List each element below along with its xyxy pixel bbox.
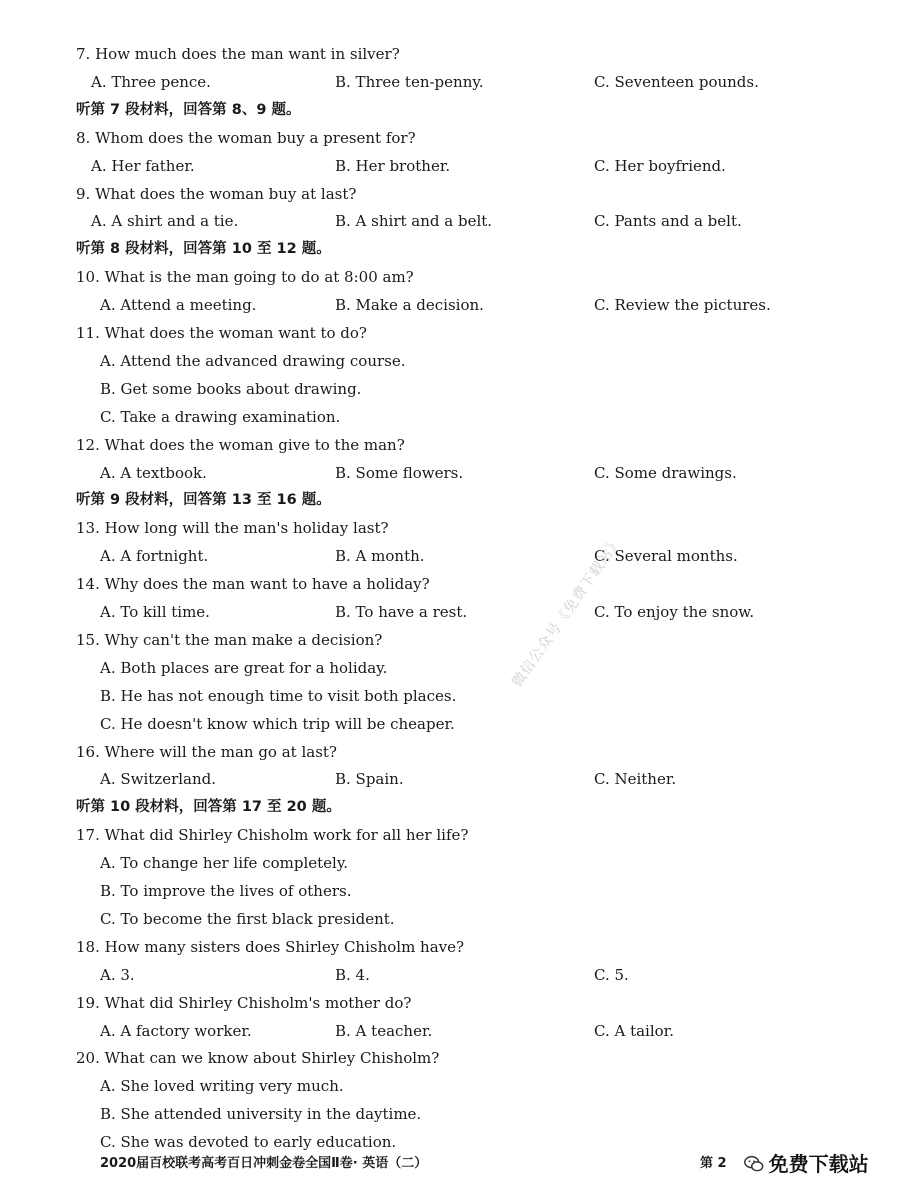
answer-option: B. Get some books about drawing. [100, 379, 362, 398]
wechat-icon [743, 1153, 765, 1175]
section-header: 听第 8 段材料，回答第 10 至 12 题。 [76, 241, 331, 258]
answer-option: B. To improve the lives of others. [100, 882, 352, 900]
answer-option: A. Switzerland. [100, 770, 217, 789]
question-stem: 7. How much does the man want in silver? [76, 45, 400, 63]
watermark: 微信公众号《免费下载站》 [509, 533, 626, 691]
answer-option: B. 4. [335, 965, 370, 984]
question-stem: 11. What does the woman want to do? [76, 324, 367, 342]
answer-option: A. Attend a meeting. [100, 296, 257, 315]
answer-option: C. A tailor. [594, 1021, 674, 1040]
answer-option: A. Three pence. [91, 72, 211, 91]
answer-option: A. To kill time. [100, 603, 210, 621]
footer-page: 第 2 [700, 1156, 727, 1171]
answer-option: B. A month. [335, 547, 425, 566]
answer-option: C. She was devoted to early education. [100, 1133, 397, 1152]
question-stem: 14. Why does the man want to have a holiday? [76, 575, 430, 594]
question-stem: 16. Where will the man go at last? [76, 742, 337, 761]
answer-option: A. Her father. [91, 156, 195, 175]
answer-option: A. Both places are great for a holiday. [100, 658, 388, 677]
question-stem: 9. What does the woman buy at last? [76, 184, 357, 203]
question-stem: 20. What can we know about Shirley Chisholm? [76, 1049, 440, 1068]
answer-option: A. A textbook. [100, 463, 207, 482]
answer-option: C. Seventeen pounds. [594, 72, 759, 91]
answer-option: A. To change her life completely. [100, 854, 349, 873]
answer-option: B. Some flowers. [335, 463, 464, 482]
footer-title: 2020届百校联考高考百日冲刺金卷全国Ⅱ卷· 英语（二） [100, 1156, 428, 1171]
answer-option: C. Neither. [594, 770, 677, 789]
answer-option: C. He doesn't know which trip will be cheaper. [100, 714, 455, 733]
answer-option: A. A shirt and a tie. [91, 212, 239, 231]
question-stem: 17. What did Shirley Chisholm work for all her life? [76, 826, 469, 845]
question-stem: 8. Whom does the woman buy a present for? [76, 128, 416, 147]
section-header: 听第 9 段材料，回答第 13 至 16 题。 [76, 492, 331, 509]
answer-option: A. A fortnight. [100, 547, 209, 566]
question-stem: 15. Why can't the man make a decision? [76, 630, 383, 649]
question-stem: 13. How long will the man's holiday last? [76, 519, 389, 538]
answer-option: B. Spain. [335, 770, 404, 789]
answer-option: B. A teacher. [335, 1021, 433, 1040]
section-header: 听第 10 段材料，回答第 17 至 20 题。 [76, 799, 341, 816]
question-stem: 12. What does the woman give to the man? [76, 435, 405, 454]
question-stem: 19. What did Shirley Chisholm's mother do? [76, 993, 412, 1012]
answer-option: A. She loved writing very much. [100, 1077, 344, 1096]
question-stem: 18. How many sisters does Shirley Chisholm have? [76, 937, 465, 956]
answer-option: C. Pants and a belt. [594, 212, 742, 231]
answer-option: B. Make a decision. [335, 296, 484, 315]
answer-option: C. Some drawings. [594, 463, 737, 482]
question-stem: 10. What is the man going to do at 8:00 am? [76, 268, 414, 287]
footer-brand [700, 1150, 869, 1178]
answer-option: C. Several months. [594, 547, 738, 566]
answer-option: A. A factory worker. [100, 1021, 252, 1040]
answer-option: B. She attended university in the daytime. [100, 1105, 422, 1124]
footer-brand-name: 免费下载站 [768, 1152, 869, 1176]
answer-option: C. Review the pictures. [594, 296, 771, 315]
answer-option: A. 3. [100, 965, 135, 984]
answer-option: A. Attend the advanced drawing course. [100, 351, 406, 370]
answer-option: C. Take a drawing examination. [100, 407, 341, 426]
answer-option: C. Her boyfriend. [594, 156, 726, 175]
answer-option: C. 5. [594, 965, 629, 984]
answer-option: C. To enjoy the snow. [594, 603, 755, 621]
answer-option: B. A shirt and a belt. [335, 212, 493, 231]
answer-option: B. Three ten-penny. [335, 72, 484, 91]
answer-option: B. He has not enough time to visit both places. [100, 686, 457, 705]
section-header: 听第 7 段材料，回答第 8、9 题。 [76, 101, 301, 118]
answer-option: B. To have a rest. [335, 603, 468, 621]
answer-option: B. Her brother. [335, 156, 451, 175]
answer-option: C. To become the first black president. [100, 909, 395, 928]
